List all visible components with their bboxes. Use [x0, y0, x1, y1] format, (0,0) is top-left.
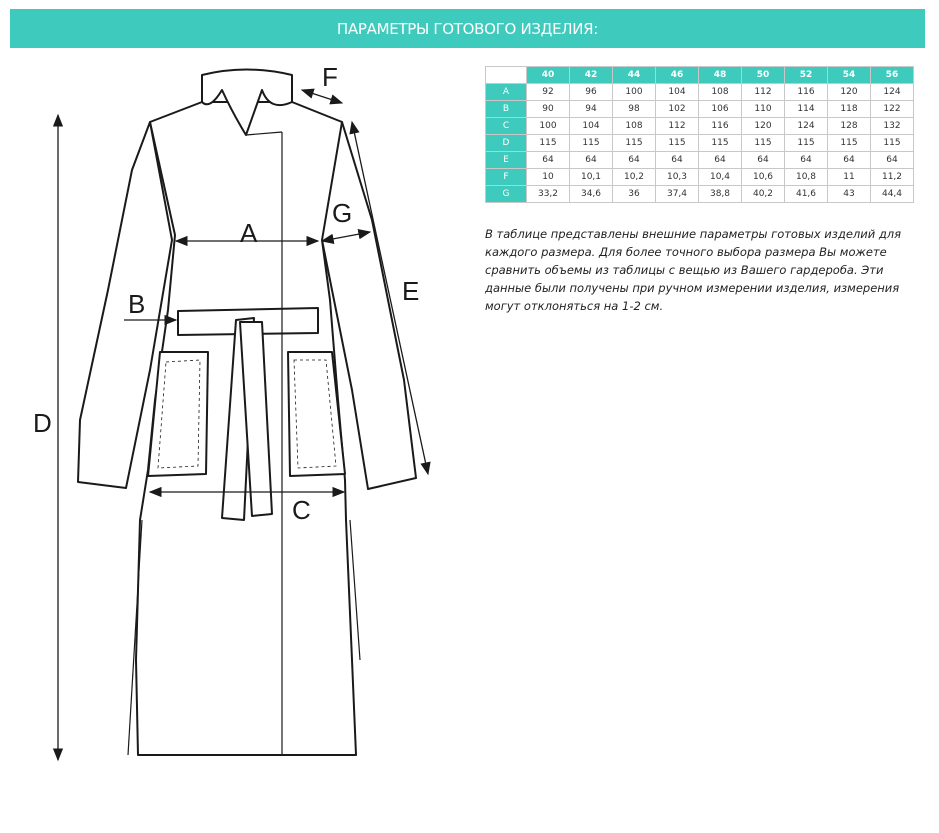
table-cell: 100 [613, 84, 656, 101]
table-cell: 64 [828, 152, 871, 169]
table-cell: 115 [742, 135, 785, 152]
table-cell: 64 [613, 152, 656, 169]
table-cell: 10,2 [613, 169, 656, 186]
size-header: 44 [613, 67, 656, 84]
table-cell: 64 [785, 152, 828, 169]
table-row [486, 101, 914, 118]
table-cell: 128 [828, 118, 871, 135]
table-cell: 124 [871, 84, 914, 101]
row-label: F [486, 169, 527, 186]
table-cell: 33,2 [527, 186, 570, 203]
dimension-f-label: F [322, 62, 338, 92]
table-cell: 112 [656, 118, 699, 135]
table-cell: 120 [828, 84, 871, 101]
table-cell: 64 [871, 152, 914, 169]
row-label: B [486, 101, 527, 118]
table-cell: 41,6 [785, 186, 828, 203]
size-header: 42 [570, 67, 613, 84]
table-cell: 10,1 [570, 169, 613, 186]
row-label: G [486, 186, 527, 203]
table-cell: 10 [527, 169, 570, 186]
table-row [486, 118, 914, 135]
table-cell: 10,3 [656, 169, 699, 186]
table-row [486, 84, 914, 101]
page-title: ПАРАМЕТРЫ ГОТОВОГО ИЗДЕЛИЯ: [336, 19, 599, 38]
table-row [486, 135, 914, 152]
table-cell: 64 [656, 152, 699, 169]
coat-measurement-diagram [0, 55, 475, 775]
table-cell: 64 [742, 152, 785, 169]
table-cell: 120 [742, 118, 785, 135]
table-cell: 104 [570, 118, 613, 135]
table-row [486, 152, 914, 169]
table-cell: 115 [527, 135, 570, 152]
table-cell: 11 [828, 169, 871, 186]
coat-outline [78, 70, 416, 756]
table-cell: 96 [570, 84, 613, 101]
table-cell: 108 [613, 118, 656, 135]
table-cell: 94 [570, 101, 613, 118]
table-cell: 112 [742, 84, 785, 101]
table-cell: 37,4 [656, 186, 699, 203]
table-cell: 10,8 [785, 169, 828, 186]
table-cell: 116 [699, 118, 742, 135]
table-cell: 116 [785, 84, 828, 101]
size-header-row [486, 67, 914, 84]
table-cell: 64 [699, 152, 742, 169]
table-cell: 11,2 [871, 169, 914, 186]
dimension-c-label: C [292, 495, 311, 525]
table-cell: 115 [656, 135, 699, 152]
table-cell: 106 [699, 101, 742, 118]
page-title-banner [10, 9, 925, 48]
size-header: 54 [828, 67, 871, 84]
size-header: 56 [871, 67, 914, 84]
table-cell: 115 [828, 135, 871, 152]
size-header: 48 [699, 67, 742, 84]
size-table [485, 66, 914, 203]
table-cell: 115 [785, 135, 828, 152]
size-header: 46 [656, 67, 699, 84]
table-cell: 10,6 [742, 169, 785, 186]
pocket-left [148, 352, 208, 476]
dimension-b-label: B [128, 289, 146, 319]
dimension-g-label: G [332, 198, 353, 228]
table-cell: 108 [699, 84, 742, 101]
table-cell: 90 [527, 101, 570, 118]
table-cell: 34,6 [570, 186, 613, 203]
dimension-e-label: E [402, 276, 420, 306]
table-cell: 115 [871, 135, 914, 152]
row-label: A [486, 84, 527, 101]
table-cell: 64 [570, 152, 613, 169]
size-header: 50 [742, 67, 785, 84]
table-cell: 115 [570, 135, 613, 152]
table-cell: 104 [656, 84, 699, 101]
dimension-a-label: A [240, 218, 258, 248]
table-cell: 43 [828, 186, 871, 203]
table-cell: 92 [527, 84, 570, 101]
table-cell: 64 [527, 152, 570, 169]
table-cell: 124 [785, 118, 828, 135]
table-cell: 114 [785, 101, 828, 118]
table-cell: 100 [527, 118, 570, 135]
table-cell: 110 [742, 101, 785, 118]
table-cell: 102 [656, 101, 699, 118]
size-header: 40 [527, 67, 570, 84]
dimension-d-label: D [33, 408, 52, 438]
row-label: D [486, 135, 527, 152]
table-row [486, 169, 914, 186]
size-header: 52 [785, 67, 828, 84]
table-corner [486, 67, 527, 84]
row-label: E [486, 152, 527, 169]
table-cell: 36 [613, 186, 656, 203]
table-cell: 122 [871, 101, 914, 118]
measurement-note: В таблице представлены внешние параметры готовых изделий для каждого размера. Для более точного выбора размера Вы можете сравнить объемы из таблицы с вещью из Вашего гардероба. Эти данные были получены при ручном измерении изделия, измерения могут отклоняться на 1-2 см. [485, 227, 902, 313]
table-cell: 44,4 [871, 186, 914, 203]
table-cell: 115 [699, 135, 742, 152]
table-cell: 40,2 [742, 186, 785, 203]
table-cell: 10,4 [699, 169, 742, 186]
table-cell: 118 [828, 101, 871, 118]
table-row [486, 186, 914, 203]
table-cell: 98 [613, 101, 656, 118]
row-label: C [486, 118, 527, 135]
table-cell: 132 [871, 118, 914, 135]
table-cell: 115 [613, 135, 656, 152]
table-cell: 38,8 [699, 186, 742, 203]
